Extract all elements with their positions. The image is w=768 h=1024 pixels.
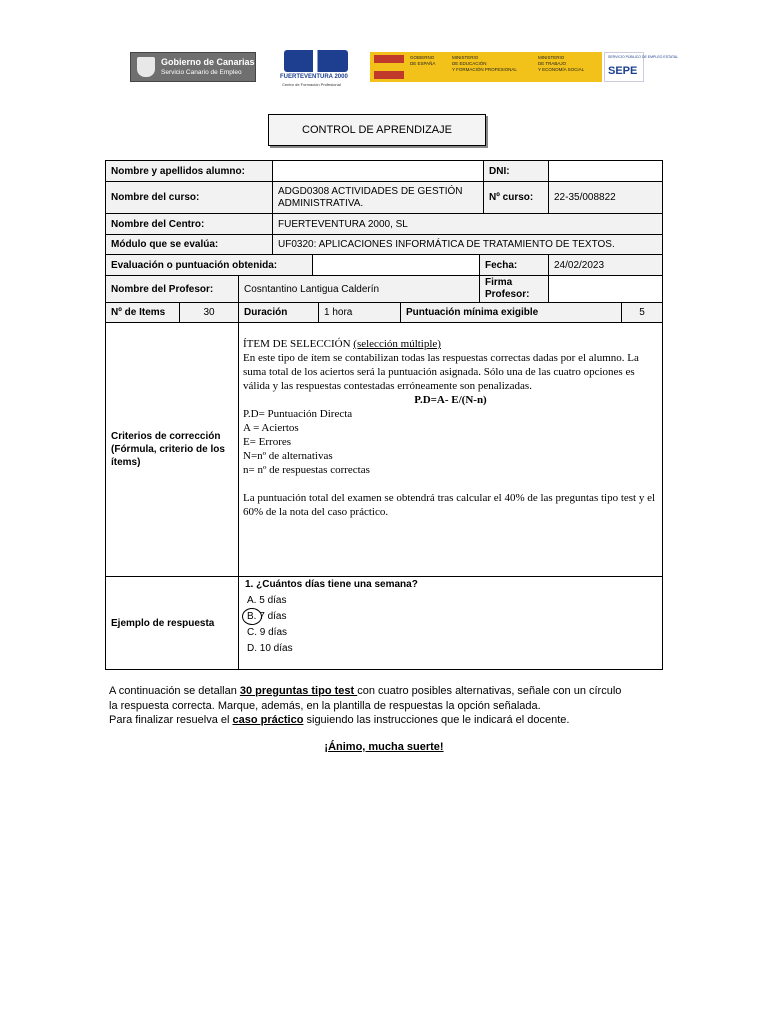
instr-p3c: siguiendo las instrucciones que le indicará el docente.: [303, 714, 570, 726]
ejemplo-label: Ejemplo de respuesta: [105, 576, 239, 670]
criterios-heading-b: (selección múltiple): [353, 338, 441, 350]
header-logos: [118, 46, 679, 92]
fuerteventura-subtext: Centro de Formación Profesional: [282, 82, 341, 87]
option-d: D. 10 días: [247, 643, 293, 654]
good-luck-text: ¡Ánimo, mucha suerte!: [324, 741, 444, 753]
centro-label: Nombre del Centro:: [105, 213, 273, 235]
instructions: [109, 684, 669, 728]
modulo-value: UF0320: APLICACIONES INFORMÁTICA DE TRATAMIENTO DE TEXTOS.: [272, 234, 663, 255]
fecha-value: 24/02/2023: [548, 254, 663, 276]
puntuacion-label: Puntuación mínima exigible: [400, 302, 622, 323]
servicio-canario-text: Servicio Canario de Empleo: [161, 69, 242, 76]
legend-n-upper: N=nº de alternativas: [243, 450, 333, 462]
alumno-field[interactable]: [272, 160, 484, 182]
fuerteventura-mark-icon: [284, 50, 348, 72]
option-b-label: B. 7 días: [247, 611, 287, 622]
gobierno-espana-logo: [370, 52, 602, 82]
selected-circle-icon: [242, 608, 262, 625]
ejemplo-body: [238, 576, 663, 670]
sepe-small-text: SERVICIO PÚBLICO DE EMPLEO ESTATAL: [608, 55, 679, 59]
option-b: [245, 609, 418, 625]
ncurso-label: Nº curso:: [483, 181, 549, 214]
centro-value: FUERTEVENTURA 2000, SL: [272, 213, 663, 235]
legend-n-lower: n= nº de respuestas correctas: [243, 464, 370, 476]
firma-label: Firma Profesor:: [479, 275, 549, 303]
dni-field[interactable]: [548, 160, 663, 182]
criterios-body: [238, 322, 663, 577]
modulo-label: Módulo que se evalúa:: [105, 234, 273, 255]
instructions-line1: [109, 684, 669, 699]
ejemplo-question: 1. ¿Cuántos días tiene una semana?: [245, 579, 418, 590]
spain-shield-icon: [374, 55, 404, 79]
option-a: A. 5 días: [247, 595, 287, 606]
gobierno-espana-text: GOBIERNO DE ESPAÑA: [410, 55, 436, 66]
criterios-heading-a: ÍTEM DE SELECCIÓN: [243, 338, 354, 350]
page-title: CONTROL DE APRENDIZAJE: [268, 114, 486, 146]
criterios-text1: En este tipo de ítem se contabilizan todas las respuestas correctas dadas por el alumno. La suma total de los aciertos será la puntuación asignada. Sólo una de las cuatro opciones es válida y las respuestas contestadas erróneamente son penalizadas.: [243, 352, 639, 392]
evaluacion-label: Evaluación o puntuación obtenida:: [105, 254, 313, 276]
instructions-line2: la respuesta correcta. Marque, además, en la plantilla de respuestas la opción señalada.: [109, 699, 541, 712]
instr-p3b: caso práctico: [232, 714, 304, 726]
fecha-label: Fecha:: [479, 254, 549, 276]
gobierno-canarias-text: Gobierno de Canarias: [161, 57, 255, 67]
instr-p1b: 30 preguntas tipo test: [239, 685, 358, 697]
canarias-crest-icon: [137, 57, 155, 77]
items-label: Nº de Items: [105, 302, 180, 323]
legend-pd: P.D= Puntuación Directa: [243, 408, 353, 420]
option-c: C. 9 días: [247, 627, 288, 638]
curso-value: ADGD0308 ACTIVIDADES DE GESTIÓN ADMINISTRATIVA.: [272, 181, 484, 214]
firma-field[interactable]: [548, 275, 663, 303]
ministerio-trabajo-text: MINISTERIO DE TRABAJO Y ECONOMÍA SOCIAL: [538, 55, 585, 72]
fuerteventura-text: FUERTEVENTURA 2000: [280, 74, 348, 80]
instructions-line3: [109, 713, 669, 728]
puntuacion-value: 5: [621, 302, 663, 323]
duracion-value: 1 hora: [318, 302, 401, 323]
criterios-heading: [243, 337, 658, 351]
legend-a: A = Aciertos: [243, 422, 299, 434]
duracion-label: Duración: [238, 302, 319, 323]
profesor-label: Nombre del Profesor:: [105, 275, 239, 303]
criterios-label: Criterios de corrección (Fórmula, criterio de los ítems): [105, 322, 239, 577]
formula: P.D=A- E/(N-n): [414, 394, 487, 406]
items-value: 30: [179, 302, 239, 323]
ministerio-educacion-text: MINISTERIO DE EDUCACIÓN Y FORMACIÓN PROFESIONAL: [452, 55, 517, 72]
evaluacion-field[interactable]: [312, 254, 480, 276]
instr-p3a: Para finalizar resuelva el: [109, 714, 233, 726]
ncurso-value: 22-35/008822: [548, 181, 663, 214]
dni-label: DNI:: [483, 160, 549, 182]
gobierno-canarias-logo: [130, 52, 256, 82]
instr-p1a: A continuación se detallan: [109, 685, 240, 697]
sepe-logo: [604, 52, 679, 82]
instr-p1c: con cuatro posibles alternativas, señale con un círculo: [357, 685, 622, 697]
legend-e: E= Errores: [243, 436, 292, 448]
fuerteventura-logo: [280, 50, 352, 88]
sepe-text: SEPE: [608, 65, 638, 77]
alumno-label: Nombre y apellidos alumno:: [105, 160, 273, 182]
profesor-value: Cosntantino Lantigua Calderín: [238, 275, 480, 303]
curso-label: Nombre del curso:: [105, 181, 273, 214]
criterios-text2: La puntuación total del examen se obtendrá tras calcular el 40% de las preguntas tipo test y el 60% de la nota del caso práctico.: [243, 492, 656, 518]
